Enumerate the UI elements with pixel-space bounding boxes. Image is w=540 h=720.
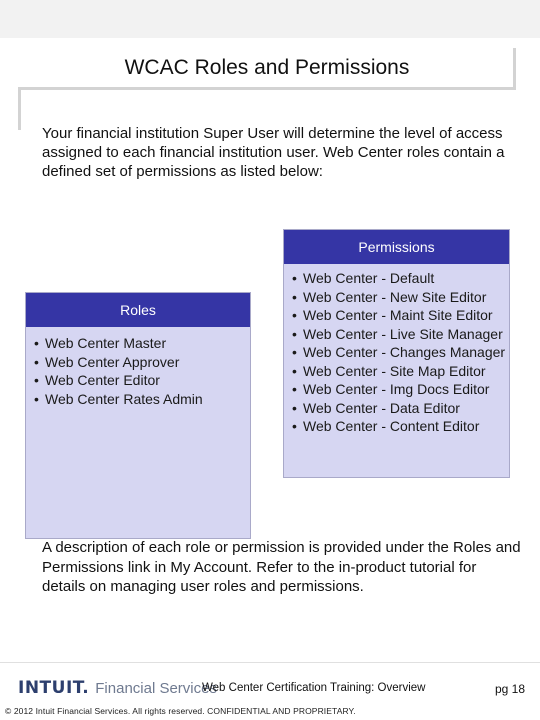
permission-item: • Web Center - Content Editor (292, 417, 509, 436)
permission-item: • Web Center - Live Site Manager (292, 325, 509, 344)
permission-item: • Web Center - Changes Manager (292, 343, 509, 362)
role-item: • Web Center Editor (34, 371, 250, 390)
closing-paragraph: A description of each role or permission is provided under the Roles and Permissions link in My Account. Refer to the in-product tutorial for details on managing user roles and permissions. (42, 539, 521, 595)
permission-item: • Web Center - New Site Editor (292, 288, 509, 307)
brand-division: Financial Services (95, 680, 217, 697)
permission-item: • Web Center - Maint Site Editor (292, 306, 509, 325)
permissions-panel (283, 229, 510, 478)
role-item: • Web Center Rates Admin (34, 390, 250, 409)
footer-divider (0, 662, 540, 663)
permission-item: • Web Center - Data Editor (292, 399, 509, 418)
slide-title: WCAC Roles and Permissions (124, 56, 410, 79)
copyright-notice: © 2012 Intuit Financial Services. All rights reserved. CONFIDENTIAL AND PROPRIETARY. (5, 706, 356, 716)
permissions-list (284, 269, 509, 436)
brand-logo (18, 678, 217, 698)
roles-header: Roles (26, 293, 250, 327)
title-accent (18, 90, 21, 130)
intuit-logo: INTUIT. (18, 678, 90, 698)
page-number: pg 18 (495, 682, 526, 696)
permissions-header: Permissions (284, 230, 509, 264)
role-item: • Web Center Approver (34, 353, 250, 372)
intro-paragraph: Your financial institution Super User will determine the level of access assigned to each financial institution user. Web Center roles contain a defined set of permissions as listed below: (42, 125, 505, 180)
roles-panel (25, 292, 251, 539)
permission-item: • Web Center - Default (292, 269, 509, 288)
footer-course-title: Web Center Certification Training: Overview (202, 682, 426, 694)
role-item: • Web Center Master (34, 334, 250, 353)
permission-item: • Web Center - Img Docs Editor (292, 380, 509, 399)
top-band (0, 0, 540, 38)
roles-list (26, 334, 250, 408)
permission-item: • Web Center - Site Map Editor (292, 362, 509, 381)
